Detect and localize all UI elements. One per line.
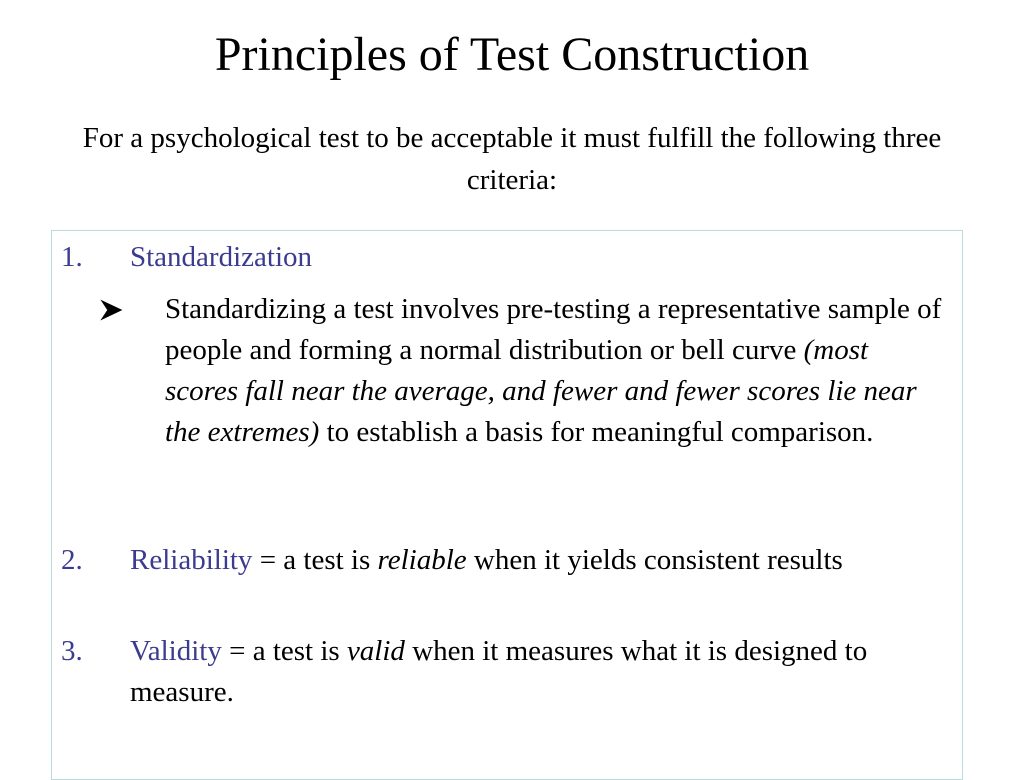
reliability-italic: reliable: [377, 544, 467, 576]
standardization-description: [165, 289, 945, 453]
reliability-text-before: = a test is: [252, 544, 378, 576]
validity-italic: valid: [346, 635, 405, 667]
slide-subtitle: For a psychological test to be acceptable it must fulfill the following three criteria:: [82, 122, 942, 196]
standardization-text-before: Standardizing a test involves pre-testing a representative sample of people and forming a normal distribution or bell curve: [165, 293, 942, 366]
term-validity: Validity: [130, 635, 222, 667]
item-number-1: 1.: [61, 241, 83, 273]
reliability-text-after: when it yields consistent results: [466, 544, 843, 576]
standardization-text-after: to establish a basis for meaningful comparison.: [319, 416, 874, 448]
term-standardization: Standardization: [130, 241, 313, 273]
term-reliability: Reliability: [130, 544, 253, 576]
item-3: [130, 631, 940, 712]
item-2: [130, 540, 940, 581]
slide-title: Principles of Test Construction: [214, 28, 810, 81]
validity-text-before: = a test is: [221, 635, 347, 667]
item-1: [130, 237, 940, 278]
validity-text-after: when it measures what it is designed to measure.: [130, 635, 868, 708]
item-number-3: 3.: [61, 635, 83, 667]
item-number-2: 2.: [61, 544, 83, 576]
standardization-italic-note: (most scores fall near the average, and fewer and fewer scores lie near the extremes): [165, 334, 917, 448]
arrow-bullet-icon: [99, 290, 125, 330]
